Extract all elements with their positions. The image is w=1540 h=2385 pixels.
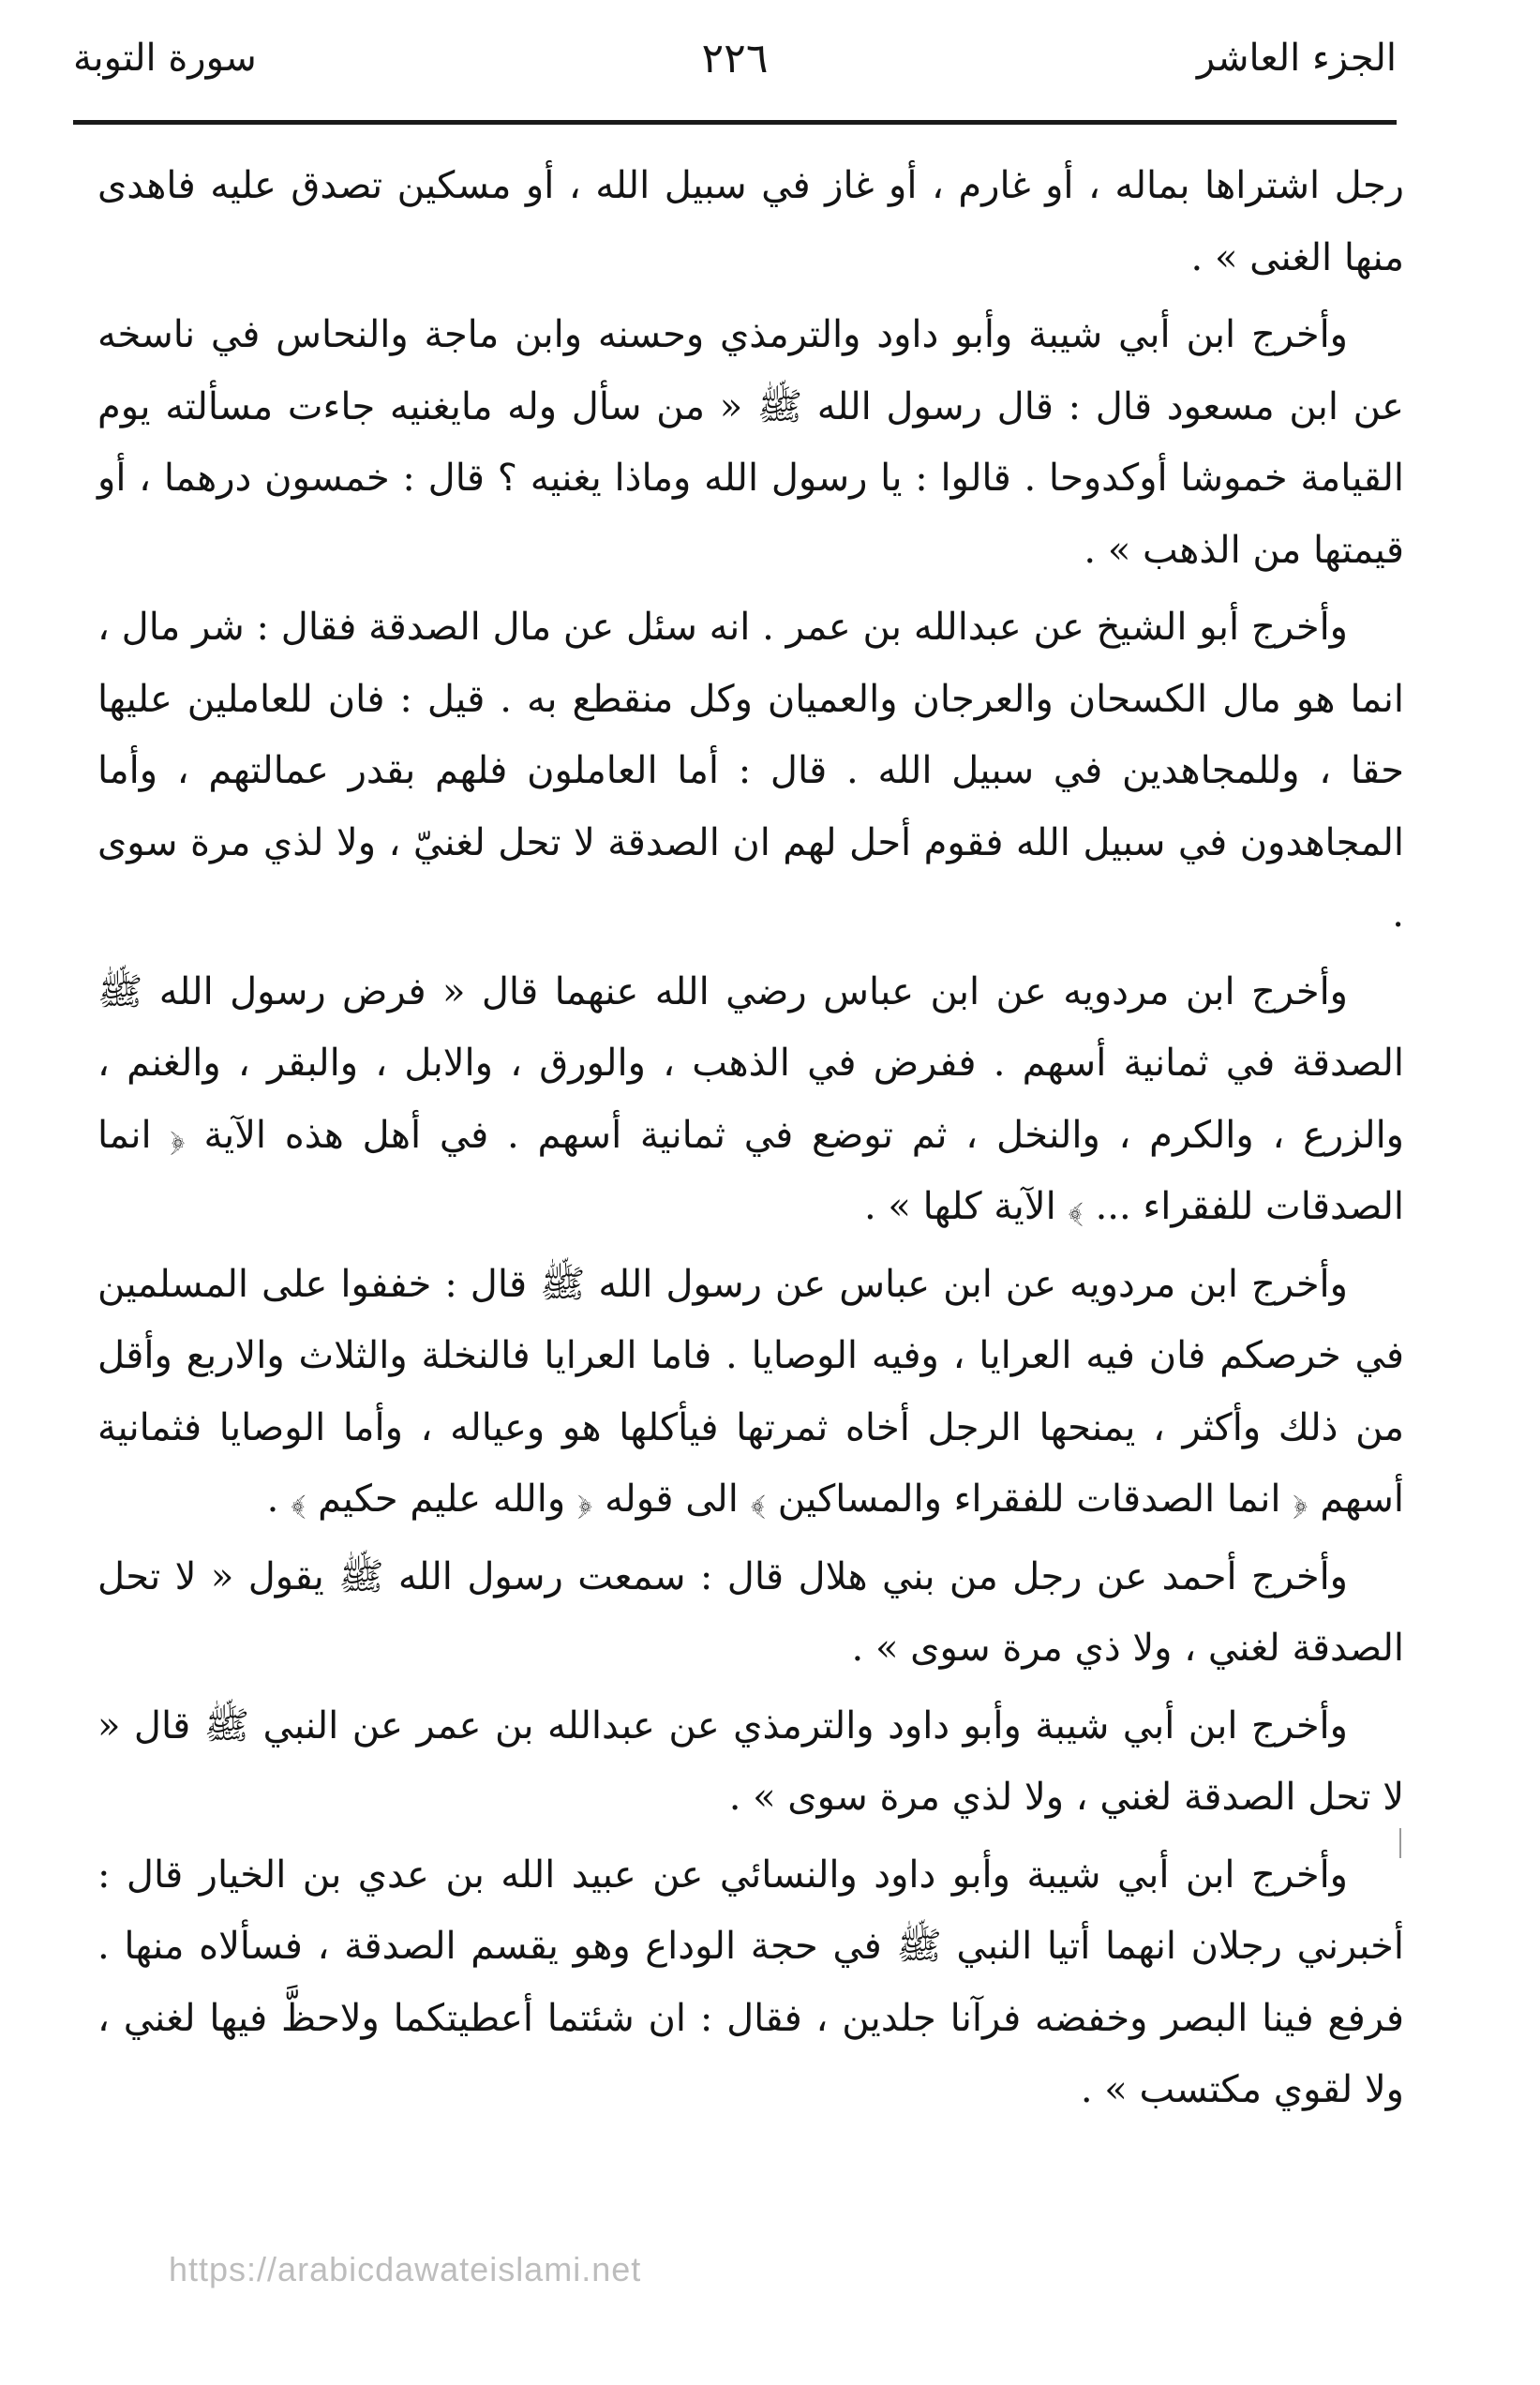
header-part-title: الجزء العاشر xyxy=(1196,37,1397,80)
page-header xyxy=(73,21,1397,96)
paragraph: وأخرج ابن أبي شيبة وأبو داود والنسائي عن عبيد الله بن عدي بن الخيار قال : أخبرني رجلان انهما أتيا النبي ﷺ في حجة الوداع وهو يقسم الصدقة ، فسألاه منها . فرفع فينا البصر وخفضه فرآنا جلدين ، فقال : ان شئتما أعطيتكما ولاحظَّ فيها لغني ، ولا لقوي مكتسب » . xyxy=(97,1852,1404,2111)
paragraph: وأخرج أبو الشيخ عن عبدالله بن عمر . انه سئل عن مال الصدقة فقال : شر مال ، انما هو مال الكسحان والعرجان والعميان وكل منقطع به . قيل : فان للعاملين عليها حقا ، وللمجاهدين في سبيل الله . قال : أما العاملون فلهم بقدر عمالتهم ، وأما المجاهدون في سبيل الله فقوم أحل لهم ان الصدقة لا تحل لغنيّ ، ولا لذي مرة سوى . xyxy=(97,606,1405,936)
header-rule xyxy=(73,120,1397,125)
watermark-url: https://arabicdawateislami.net xyxy=(169,2250,642,2288)
page-body xyxy=(97,150,1404,2132)
page-number: ٢٢٦ xyxy=(701,34,769,82)
header-surah-title: سورة التوبة xyxy=(73,37,257,80)
paragraph: رجل اشتراها بماله ، أو غارم ، أو غاز في سبيل الله ، أو مسكين تصدق عليه فاهدى منها الغنى » . xyxy=(97,164,1404,279)
paragraph: وأخرج أحمد عن رجل من بني هلال قال : سمعت رسول الله ﷺ يقول « لا تحل الصدقة لغني ، ولا ذي مرة سوى » . xyxy=(97,1554,1404,1670)
paragraph: وأخرج ابن مردويه عن ابن عباس رضي الله عنهما قال « فرض رسول الله ﷺ الصدقة في ثمانية أسهم . ففرض في الذهب ، والورق ، والابل ، والبقر ، والغنم ، والزرع ، والكرم ، والنخل ، ثم توضع في ثمانية أسهم . في أهل هذه الآية ﴿ انما الصدقات للفقراء ... ﴾ الآية كلها » . xyxy=(97,969,1404,1228)
paragraph: وأخرج ابن أبي شيبة وأبو داود والترمذي وحسنه وابن ماجة والنحاس في ناسخه عن ابن مسعود قال : قال رسول الله ﷺ « من سأل وله مايغنيه جاءت مسألته يوم القيامة خموشا أوكدوحا . قالوا : يا رسول الله وماذا يغنيه ؟ قال : خمسون درهما ، أو قيمتها من الذهب » . xyxy=(97,313,1404,572)
paragraph: وأخرج ابن مردويه عن ابن عباس عن رسول الله ﷺ قال : خففوا على المسلمين في خرصكم فان فيه العرايا ، وفيه الوصايا . فاما العرايا فالنخلة والثلاث والاربع وأقل من ذلك وأكثر ، يمنحها الرجل أخاه ثمرتها فيأكلها هو وعياله ، وأما الوصايا فثمانية أسهم ﴿ انما الصدقات للفقراء والمساكين ﴾ الى قوله ﴿ والله عليم حكيم ﴾ . xyxy=(97,1262,1405,1521)
scan-mark xyxy=(1399,1828,1401,1858)
paragraph: وأخرج ابن أبي شيبة وأبو داود والترمذي عن عبدالله بن عمر عن النبي ﷺ قال « لا تحل الصدقة لغني ، ولا لذي مرة سوى » . xyxy=(97,1703,1404,1819)
